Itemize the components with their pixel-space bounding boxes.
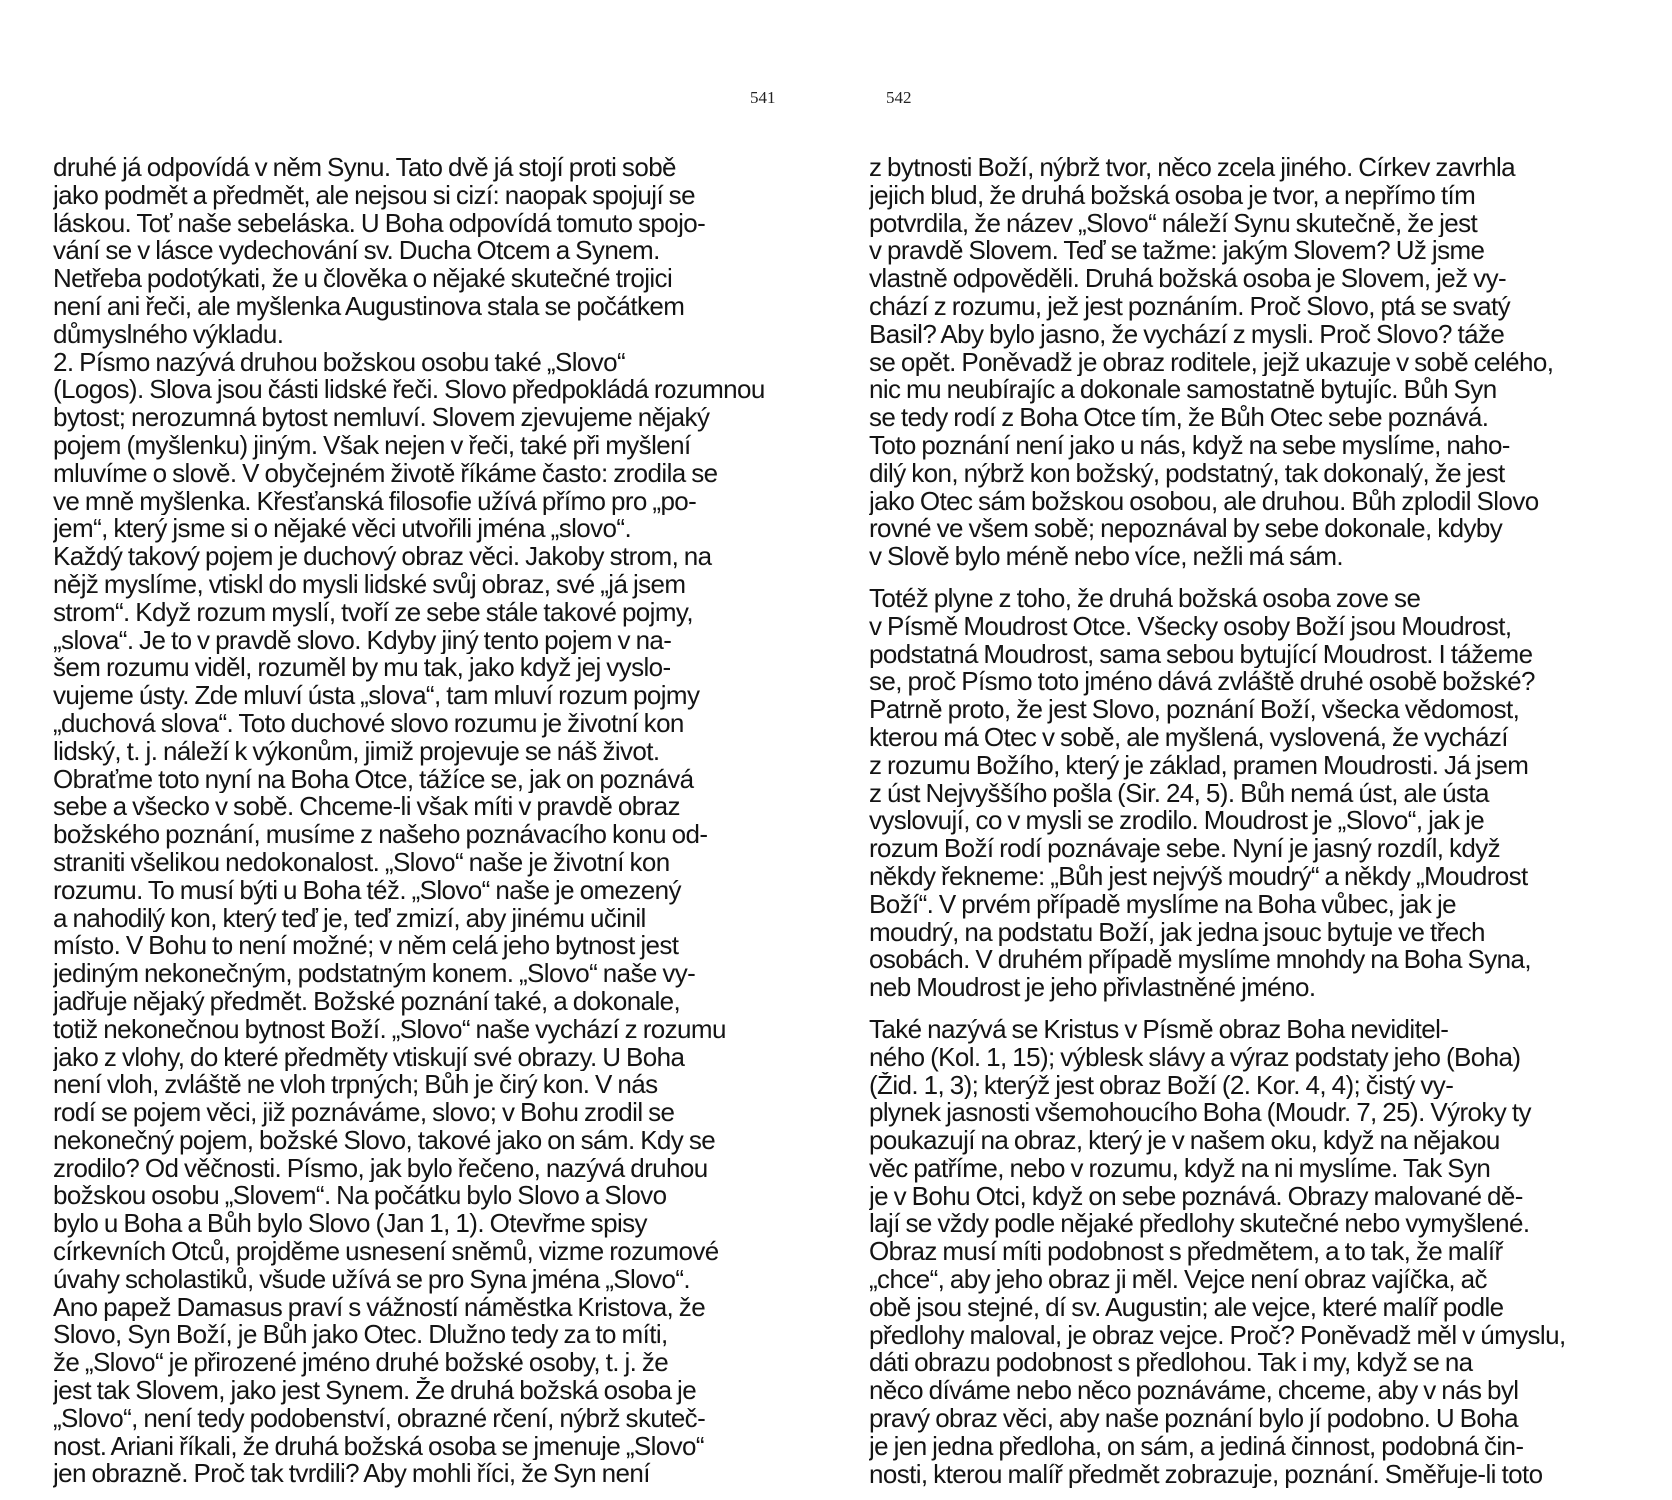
text-line: 2. Písmo nazývá druhou božskou osobu také „Slovo“ [53, 348, 626, 377]
text-line: rozum Boží rodí poznávaje sebe. Nyní je jasný rozdíl, když [869, 835, 1501, 863]
text-line: vlastně odpověděli. Druhá božská osoba je Slovem, jež vy- [869, 265, 1507, 293]
text-line: mluvíme o slově. V obyčejném životě říkáme často: zrodila se [53, 459, 718, 488]
text-line: kterou má Otec v sobě, ale myšlená, vyslovená, že vychází [869, 723, 1508, 752]
text-line: neb Moudrost je jeho přivlastněné jméno. [869, 974, 1316, 1002]
text-line: z bytnosti Boží, nýbrž tvor, něco zcela jiného. Církev zavrhla [869, 154, 1515, 182]
text-line: rozumu. To musí býti u Boha též. „Slovo“ naše je omezený [53, 876, 681, 905]
text-line: bytost; nerozumná bytost nemluví. Slovem zjevujeme nějaký [53, 404, 710, 432]
text-line: někdy řekneme: „Bůh jest nejvýš moudrý“ a někdy „Moudrost [869, 862, 1528, 891]
text-line: rovné ve všem sobě; nepoznával by sebe dokonale, kdyby [869, 515, 1503, 544]
page-text [869, 154, 1606, 1488]
text-line: straniti všelikou nedokonalost. „Slovo“ naše je životní kon [53, 848, 670, 877]
text-line: církevních Otců, projděme usnesení sněmů, vizme rozumové [53, 1238, 719, 1266]
text-line: nějž myslíme, vtiskl do mysli lidské svůj obraz, své „já jsem [53, 570, 686, 599]
text-line: chází z rozumu, jež jest poznáním. Proč Slovo, ptá se svatý [869, 292, 1511, 321]
text-line: Každý takový pojem je duchový obraz věci. Jakoby strom, na [53, 543, 712, 571]
text-line: v Písmě Moudrost Otce. Všecky osoby Boží jsou Moudrost, [869, 612, 1512, 641]
text-line: Obraz musí míti podobnost s předmětem, a to tak, že malíř [869, 1238, 1503, 1267]
text-line: pojem (myšlenku) jiným. Však nejen v řeči, také při myšlení [53, 431, 691, 460]
text-line: druhé já odpovídá v něm Synu. Tato dvě já stojí proti sobě [53, 154, 676, 182]
text-line: předlohy maloval, je obraz vejce. Proč? Poněvadž měl v úmyslu, [869, 1321, 1566, 1350]
text-line: Také nazývá se Kristus v Písmě obraz Boha neviditel- [869, 1015, 1449, 1044]
text-line: moudrý, na podstatu Boží, jak jedna jsouc bytuje ve třech [869, 918, 1485, 947]
text-line: Toto poznání není jako u nás, když na sebe myslíme, naho- [869, 431, 1510, 460]
text-line: šem rozumu viděl, rozuměl by mu tak, jako když jej vyslo- [53, 654, 671, 683]
text-line: jest tak Slovem, jako jest Synem. Že druhá božská osoba je [53, 1377, 697, 1405]
text-line: (Logos). Slova jsou části lidské řeči. Slovo předpokládá rozumnou [53, 376, 765, 405]
text-line: Obraťme toto nyní na Boha Otce, tážíce se, jak on poznává [53, 765, 694, 794]
text-line: božského poznání, musíme z našeho poznávacího konu od- [53, 821, 708, 849]
text-line: Boží“. V prvém případě myslíme na Boha vůbec, jak je [869, 890, 1456, 919]
text-line: zrodilo? Od věčnosti. Písmo, jak bylo řečeno, nazývá druhou [53, 1154, 708, 1183]
text-line: jejich blud, že druhá božská osoba je tvor, a nepřímo tím [869, 181, 1476, 210]
text-line: bylo u Boha a Bůh bylo Slovo (Jan 1, 1). Otevřme spisy [53, 1210, 647, 1239]
text-line: Basil? Aby bylo jasno, že vychází z mysli. Proč Slovo? táže [869, 320, 1505, 349]
text-line: jediným nekonečným, podstatným konem. „Slovo“ naše vy- [53, 960, 696, 988]
text-line: „slova“. Je to v pravdě slovo. Kdyby jiný tento pojem v na- [53, 626, 672, 655]
text-line: v Slově bylo méně nebo více, nežli má sám. [869, 543, 1344, 571]
text-line: „Slovo“, není tedy podobenství, obrazné rčení, nýbrž skuteč- [53, 1404, 706, 1433]
text-line: z úst Nejvyššího pošla (Sir. 24, 5). Bůh nemá úst, ale ústa [869, 779, 1489, 808]
text-line: (Žid. 1, 3); kterýž jest obraz Boží (2. Kor. 4, 4); čistý vy- [869, 1071, 1454, 1100]
text-line: se tedy rodí z Boha Otce tím, že Bůh Otec sebe poznává. [869, 404, 1489, 432]
text-line: potvrdila, že název „Slovo“ náleží Synu skutečně, že jest [869, 209, 1478, 238]
text-line: ve mně myšlenka. Křesťanská filosofie užívá přímo pro „po- [53, 487, 697, 516]
text-line: není vloh, zvláště ne vloh trpných; Bůh je čirý kon. V nás [53, 1071, 658, 1100]
text-line: Slovo, Syn Boží, je Bůh jako Otec. Dlužno tedy za to míti, [53, 1321, 668, 1350]
text-line: důmyslného výkladu. [53, 320, 284, 349]
text-line: plynek jasnosti všemohoucího Boha (Moudr. 7, 25). Výroky ty [869, 1099, 1531, 1128]
text-line: lidský, t. j. náleží k výkonům, jimiž projevuje se náš život. [53, 737, 660, 766]
page-text [53, 154, 788, 1488]
text-line: Patrně proto, že jest Slovo, poznání Boží, všecka vědomost, [869, 696, 1520, 724]
text-line: pravý obraz věci, aby naše poznání bylo jí podobno. U Boha [869, 1405, 1518, 1433]
text-line: Ano papež Damasus praví s vážností náměstka Kristova, že [53, 1293, 706, 1322]
text-line: božskou osobu „Slovem“. Na počátku bylo Slovo a Slovo [53, 1182, 667, 1211]
text-line: „duchová slova“. Toto duchové slovo rozumu je životní kon [53, 709, 684, 738]
text-line: něco díváme nebo něco poznáváme, chceme, aby v nás byl [869, 1377, 1519, 1406]
text-line: nosti, kterou malíř předmět zobrazuje, poznání. Směřuje-li toto [869, 1460, 1543, 1489]
text-line: jadřuje nějaký předmět. Božské poznání také, a dokonale, [53, 987, 681, 1016]
text-line: jako z vlohy, do které předměty vtiskují své obrazy. U Boha [53, 1043, 685, 1072]
text-line: dilý kon, nýbrž kon božský, podstatný, tak dokonalý, že jest [869, 459, 1505, 488]
text-line: obě jsou stejné, dí sv. Augustin; ale vejce, které malíř podle [869, 1293, 1504, 1322]
text-line: je v Bohu Otci, když on sebe poznává. Obrazy malované dě- [869, 1182, 1523, 1211]
text-line: osobách. V druhém případě myslíme mnohdy na Boha Syna, [869, 946, 1531, 975]
text-line: dáti obrazu podobnost s předlohou. Tak i my, když se na [869, 1349, 1473, 1378]
text-line: úvahy scholastiků, všude užívá se pro Syna jména „Slovo“. [53, 1265, 691, 1294]
text-line: nost. Ariani říkali, že druhá božská osoba se jmenuje „Slovo“ [53, 1432, 704, 1461]
page-number: 541 [750, 88, 776, 107]
page-number: 542 [886, 88, 912, 107]
text-line: není ani řeči, ale myšlenka Augustinova stala se počátkem [53, 292, 685, 321]
text-line: poukazují na obraz, který je v našem oku, když na nějakou [869, 1127, 1500, 1155]
text-line: vání se v lásce vydechování sv. Ducha Otcem a Synem. [53, 237, 660, 266]
left-page [0, 0, 776, 1500]
text-line: jen obrazně. Proč tak tvrdili? Aby mohli říci, že Syn není [53, 1460, 650, 1489]
text-line: vujeme ústy. Zde mluví ústa „slova“, tam mluví rozum pojmy [53, 682, 700, 710]
right-page [836, 0, 1606, 1500]
text-line: a nahodilý kon, který teď je, teď zmizí, aby jinému učinil [53, 904, 646, 933]
paragraph-gap [869, 1002, 1606, 1016]
text-line: místo. V Bohu to není možné; v něm celá jeho bytnost jest [53, 932, 679, 961]
text-line: sebe a všecko v sobě. Chceme-li však míti v pravdě obraz [53, 793, 680, 822]
text-line: vyslovují, co v mysli se zrodilo. Moudrost je „Slovo“, jak je [869, 807, 1485, 836]
text-line: je jen jedna předloha, on sám, a jediná činnost, podobná čin- [869, 1432, 1524, 1461]
text-line: totiž nekonečnou bytnost Boží. „Slovo“ naše vychází z rozumu [53, 1015, 726, 1044]
text-line: rodí se pojem věci, již poznáváme, slovo; v Bohu zrodil se [53, 1099, 675, 1127]
text-line: Netřeba podotýkati, že u člověka o nějaké skutečné trojici [53, 265, 673, 293]
text-line: z rozumu Božího, který je základ, pramen Moudrosti. Já jsem [869, 751, 1529, 780]
text-line: v pravdě Slovem. Teď se tažme: jakým Slovem? Už jsme [869, 237, 1485, 266]
text-line: nic mu neubírajíc a dokonale samostatně bytujíc. Bůh Syn [869, 376, 1497, 405]
text-line: podstatná Moudrost, sama sebou bytující Moudrost. I tážeme [869, 640, 1533, 669]
text-line: věc patříme, nebo v rozumu, když na ni myslíme. Tak Syn [869, 1154, 1491, 1183]
text-line: strom“. Když rozum myslí, tvoří ze sebe stále takové pojmy, [53, 598, 693, 627]
text-line: se opět. Poněvadž je obraz roditele, jejž ukazuje v sobě celého, [869, 348, 1554, 377]
text-line: nekonečný pojem, božské Slovo, takové jako on sám. Kdy se [53, 1126, 716, 1155]
text-line: lají se vždy podle nějaké předlohy skutečné nebo vymyšlené. [869, 1210, 1530, 1239]
text-line: se, proč Písmo toto jméno dává zvláště druhé osobě božské? [869, 668, 1535, 697]
paragraph-gap [869, 571, 1606, 585]
text-line: jako podmět a předmět, ale nejsou si cizí: naopak spojují se [53, 181, 695, 210]
text-line: jem“, který jsme si o nějaké věci utvořili jména „slovo“. [53, 515, 632, 544]
text-line: že „Slovo“ je přirozené jméno druhé božské osoby, t. j. že [53, 1349, 669, 1378]
text-line: Totéž plyne z toho, že druhá božská osoba zove se [869, 584, 1421, 613]
text-line: „chce“, aby jeho obraz ji měl. Vejce není obraz vajíčka, ač [869, 1266, 1487, 1294]
text-line: ného (Kol. 1, 15); výblesk slávy a výraz podstaty jeho (Boha) [869, 1043, 1521, 1072]
text-line: jako Otec sám božskou osobou, ale druhou. Bůh zplodil Slovo [869, 487, 1539, 516]
text-line: láskou. Toť naše sebeláska. U Boha odpovídá tomuto spojo- [53, 209, 706, 238]
